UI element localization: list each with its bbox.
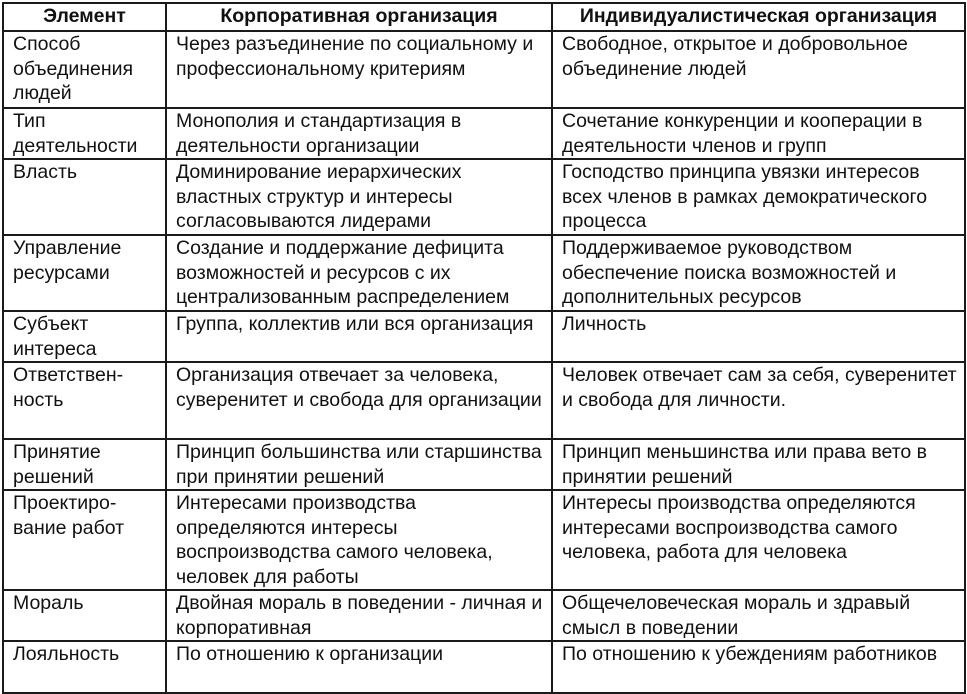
cell-element: Способ объединения людей [3, 31, 166, 108]
cell-individualistic: Поддерживаемое руководством обеспечение поиска возможностей и дополнительных ресурсов [552, 235, 965, 311]
table-row [3, 590, 965, 641]
cell-element: Управление ресурсами [3, 235, 166, 311]
cell-element: Лояльность [3, 641, 166, 693]
table-row [3, 490, 965, 590]
header-corporate: Корпоративная организация [166, 3, 552, 31]
cell-element: Субъект интереса [3, 311, 166, 362]
cell-corporate: Двойная мораль в поведении - личная и корпоративная [166, 590, 552, 641]
cell-corporate: Доминирование иерархических властных структур и интересы согласовываются лидерами [166, 159, 552, 235]
cell-corporate: Через разъединение по социальному и профессиональному критериям [166, 31, 552, 108]
cell-corporate: Принцип большинства или старшинства при принятии решений [166, 439, 552, 490]
cell-corporate: Монополия и стандартизация в деятельности организации [166, 108, 552, 159]
cell-element: Ответствен-ность [3, 362, 166, 439]
cell-element: Тип деятельности [3, 108, 166, 159]
cell-individualistic: Господство принципа увязки интересов всех членов в рамках демократического процесса [552, 159, 965, 235]
cell-corporate: Группа, коллектив или вся организация [166, 311, 552, 362]
cell-individualistic: Интересы производства определяются интересами воспроизводства самого человека, работа для человека [552, 490, 965, 590]
cell-element: Мораль [3, 590, 166, 641]
table-row [3, 159, 965, 235]
cell-individualistic: Человек отвечает сам за себя, суверенитет и свобода для личности. [552, 362, 965, 439]
cell-corporate: По отношению к организации [166, 641, 552, 693]
table-row [3, 641, 965, 693]
cell-individualistic: Принцип меньшинства или права вето в принятии решений [552, 439, 965, 490]
cell-individualistic: Общечеловеческая мораль и здравый смысл в поведении [552, 590, 965, 641]
cell-element: Проектиро-вание работ [3, 490, 166, 590]
cell-element: Власть [3, 159, 166, 235]
header-individualistic: Индивидуалистическая организация [552, 3, 965, 31]
header-row [3, 3, 965, 31]
cell-corporate: Организация отвечает за человека, суверенитет и свобода для организации [166, 362, 552, 439]
table-row [3, 362, 965, 439]
table-row [3, 31, 965, 108]
comparison-table [2, 2, 966, 694]
table-row [3, 235, 965, 311]
cell-individualistic: Свободное, открытое и добровольное объединение людей [552, 31, 965, 108]
cell-individualistic: По отношению к убеждениям работников [552, 641, 965, 693]
cell-corporate: Интересами производства определяются интересы воспроизводства самого человека, человек для работы [166, 490, 552, 590]
table-row [3, 108, 965, 159]
comparison-table-container [2, 2, 966, 694]
cell-individualistic: Сочетание конкуренции и кооперации в деятельности членов и групп [552, 108, 965, 159]
cell-individualistic: Личность [552, 311, 965, 362]
table-row [3, 439, 965, 490]
table-row [3, 311, 965, 362]
cell-corporate: Создание и поддержание дефицита возможностей и ресурсов с их централизованным распределением [166, 235, 552, 311]
header-element: Элемент [3, 3, 166, 31]
cell-element: Принятие решений [3, 439, 166, 490]
